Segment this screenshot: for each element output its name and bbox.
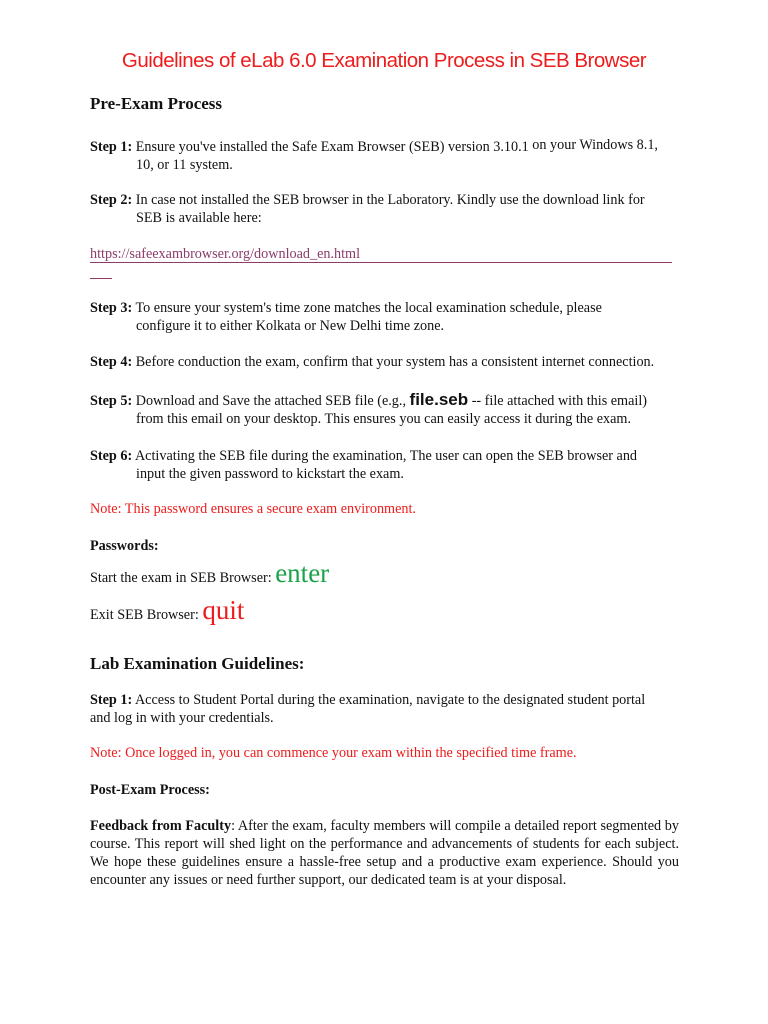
step-text: SEB is available here: (136, 210, 262, 226)
login-note: Note: Once logged in, you can commence your exam within the specified time frame. (90, 745, 577, 761)
lab-exam-heading: Lab Examination Guidelines: (90, 654, 305, 673)
pre-exam-step-3 (90, 299, 690, 335)
feedback-label: Feedback from Faculty (90, 818, 232, 834)
start-password-label: Start the exam in SEB Browser: (90, 570, 272, 586)
pre-exam-step-1 (90, 138, 690, 174)
step-label: Step 1: (90, 692, 133, 708)
step-label: Step 3: (90, 300, 133, 316)
pre-exam-step-4 (90, 353, 690, 371)
feedback-paragraph (90, 817, 679, 889)
step-text: and log in with your credentials. (90, 710, 274, 726)
start-password-row (90, 558, 329, 589)
step-label: Step 1: (90, 139, 133, 155)
file-name: file.seb (409, 390, 469, 409)
step-label: Step 4: (90, 354, 133, 370)
link-underline-continuation (90, 278, 112, 279)
step-text: configure it to either Kolkata or New Delhi time zone. (136, 318, 445, 334)
pre-exam-step-6 (90, 447, 690, 483)
document-title: Guidelines of eLab 6.0 Examination Process in SEB Browser (121, 49, 647, 72)
step-label: Step 2: (90, 192, 133, 208)
step-label: Step 6: (90, 448, 133, 464)
step-text: To ensure your system's time zone matches the local examination schedule, please (135, 300, 602, 316)
step-text: on your Windows 8.1, (532, 137, 658, 153)
passwords-heading: Passwords: (90, 538, 159, 554)
pre-exam-heading: Pre-Exam Process (90, 94, 223, 113)
step-label: Step 5: (90, 393, 133, 409)
feedback-text: : After the exam, faculty members will compile a detailed report segmented by course. This report will shed light on the performance and advancements of students for each subject. We hope these guidelines ensure a hassle-free setup and a productive exam experience. Should you encounter any issues or need further support, our dedicated team is at your disposal. (90, 818, 679, 888)
step-text: Download and Save the attached SEB file (e.g., (135, 393, 406, 409)
seb-download-link[interactable]: https://safeexambrowser.org/download_en.html (90, 246, 361, 262)
step-text: 10, or 11 system. (136, 157, 233, 173)
step-text: Access to Student Portal during the examination, navigate to the designated student portal (134, 692, 646, 708)
start-password-value: enter (275, 558, 330, 588)
step-text: -- file attached with this email) (471, 393, 647, 409)
pre-exam-step-5 (90, 391, 690, 428)
step-text: Before conduction the exam, confirm that your system has a consistent internet connection. (135, 354, 655, 370)
exit-password-label: Exit SEB Browser: (90, 607, 199, 623)
step-text: from this email on your desktop. This ensures you can easily access it during the exam. (136, 411, 632, 427)
lab-exam-step-1 (90, 691, 690, 727)
exit-password-value: quit (202, 595, 245, 625)
step-text: In case not installed the SEB browser in the Laboratory. Kindly use the download link for (135, 192, 645, 208)
step-text: input the given password to kickstart the exam. (136, 466, 404, 482)
step-text: Activating the SEB file during the examination, The user can open the SEB browser and (134, 448, 638, 464)
link-underline (90, 262, 672, 263)
step-text: Ensure you've installed the Safe Exam Browser (SEB) version 3.10.1 (135, 139, 529, 155)
post-exam-heading: Post-Exam Process: (90, 782, 210, 798)
pre-exam-step-2 (90, 191, 690, 227)
exit-password-row (90, 595, 244, 626)
password-note: Note: This password ensures a secure exam environment. (90, 501, 416, 517)
